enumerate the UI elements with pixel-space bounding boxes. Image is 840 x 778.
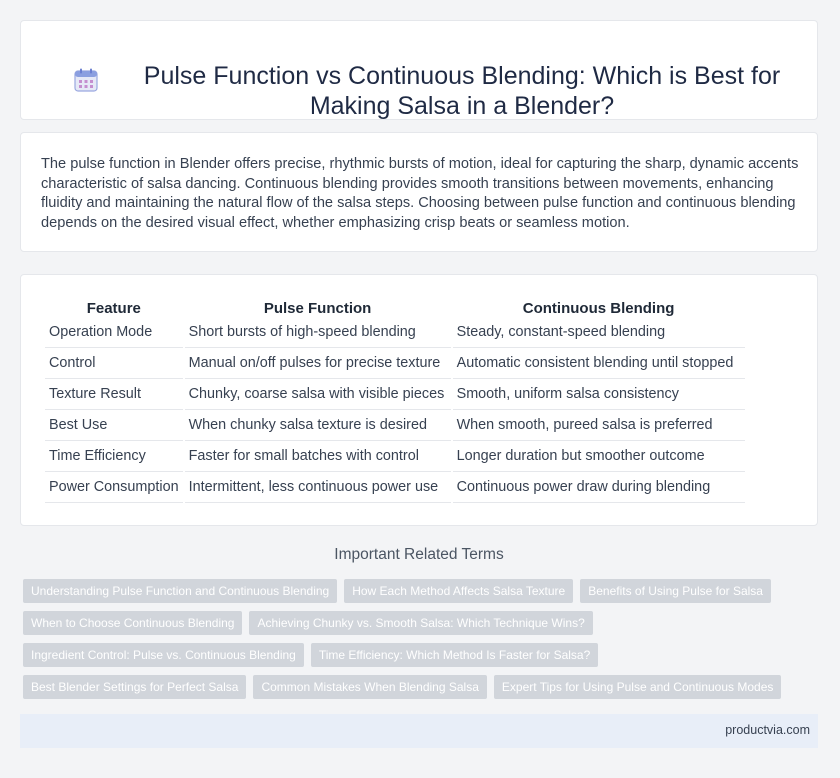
comparison-table-card (20, 274, 818, 526)
table-cell: Time Efficiency (45, 441, 183, 472)
tag-row (23, 643, 803, 667)
table-cell: Automatic consistent blending until stopped (453, 348, 745, 379)
column-header: Continuous Blending (522, 300, 675, 317)
related-term-tag[interactable]: Ingredient Control: Pulse vs. Continuous Blending (23, 643, 304, 667)
table-row (45, 379, 745, 410)
table-cell: Continuous power draw during blending (453, 472, 745, 503)
table-cell: When chunky salsa texture is desired (185, 410, 451, 441)
table-cell: Intermittent, less continuous power use (185, 472, 451, 503)
related-term-tag[interactable]: When to Choose Continuous Blending (23, 611, 242, 635)
related-term-tag[interactable]: Understanding Pulse Function and Continuous Blending (23, 579, 337, 603)
tag-row (23, 611, 803, 635)
table-cell: When smooth, pureed salsa is preferred (453, 410, 745, 441)
table-cell: Power Consumption (45, 472, 183, 503)
column-header: Feature (86, 300, 141, 317)
table-cell: Manual on/off pulses for precise texture (185, 348, 451, 379)
table-cell: Smooth, uniform salsa consistency (453, 379, 745, 410)
footer (20, 714, 818, 748)
table-header-row (45, 297, 745, 317)
tag-row (23, 579, 803, 603)
table-row (45, 348, 745, 379)
comparison-table (43, 297, 747, 503)
related-term-tag[interactable]: Best Blender Settings for Perfect Salsa (23, 675, 246, 699)
table-row (45, 472, 745, 503)
related-term-tag[interactable]: Common Mistakes When Blending Salsa (253, 675, 486, 699)
related-terms-list (23, 579, 803, 707)
intro-card (20, 132, 818, 252)
column-header: Pulse Function (263, 300, 372, 317)
related-term-tag[interactable]: Achieving Chunky vs. Smooth Salsa: Which Technique Wins? (249, 611, 592, 635)
related-term-tag[interactable]: Time Efficiency: Which Method Is Faster for Salsa? (311, 643, 598, 667)
table-row (45, 317, 745, 348)
calendar-icon (73, 67, 99, 93)
table-cell: Chunky, coarse salsa with visible pieces (185, 379, 451, 410)
related-terms-heading: Important Related Terms (334, 546, 504, 563)
table-cell: Longer duration but smoother outcome (453, 441, 745, 472)
table-cell: Steady, constant-speed blending (453, 317, 745, 348)
title-card (20, 20, 818, 120)
table-cell: Texture Result (45, 379, 183, 410)
footer-site-link[interactable]: productvia.com (725, 723, 810, 737)
page-title: Pulse Function vs Continuous Blending: Which is Best for Making Salsa in a Blender? (143, 62, 781, 120)
table-row (45, 441, 745, 472)
table-cell: Faster for small batches with control (185, 441, 451, 472)
related-term-tag[interactable]: How Each Method Affects Salsa Texture (344, 579, 573, 603)
table-cell: Best Use (45, 410, 183, 441)
table-cell: Control (45, 348, 183, 379)
table-row (45, 410, 745, 441)
tag-row (23, 675, 803, 699)
related-term-tag[interactable]: Expert Tips for Using Pulse and Continuous Modes (494, 675, 781, 699)
intro-text: The pulse function in Blender offers precise, rhythmic bursts of motion, ideal for capturing the sharp, dynamic accents characteristic of salsa dancing. Continuous blending provides smooth transitions between movements, enhancing fluidity and maintaining the natural flow of the salsa steps. Choosing between pulse function and continuous blending depends on the desired visual effect, whether emphasizing crisp beats or seamless motion. (41, 156, 799, 231)
related-term-tag[interactable]: Benefits of Using Pulse for Salsa (580, 579, 771, 603)
table-cell: Operation Mode (45, 317, 183, 348)
table-cell: Short bursts of high-speed blending (185, 317, 451, 348)
